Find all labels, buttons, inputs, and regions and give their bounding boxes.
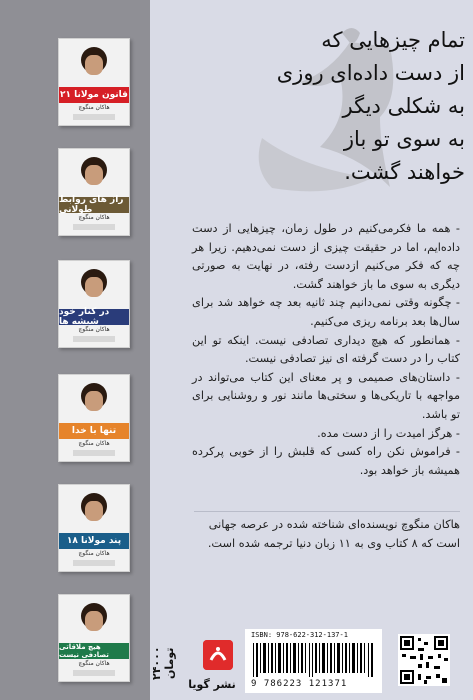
book-author: هاکان منگوچ bbox=[78, 214, 110, 221]
qr-code bbox=[398, 634, 450, 686]
quote bbox=[205, 24, 465, 189]
book-thumbnail bbox=[58, 374, 130, 462]
publisher-logo-icon bbox=[203, 640, 233, 670]
barcode-number: 9 786223 121371 bbox=[251, 679, 348, 689]
book-thumbnail bbox=[58, 594, 130, 682]
book-thumbnail bbox=[58, 38, 130, 126]
book-thumbnail bbox=[58, 148, 130, 236]
book-author: هاکان منگوچ bbox=[78, 440, 110, 447]
description-text bbox=[192, 220, 460, 480]
book-author: هاکان منگوچ bbox=[78, 660, 110, 667]
book-thumbnail bbox=[58, 260, 130, 348]
divider bbox=[194, 511, 460, 512]
book-title: راز های روابط طولانی bbox=[59, 197, 129, 213]
quote-line: به شکلی دیگر bbox=[342, 94, 465, 118]
book-thumbnail bbox=[58, 484, 130, 572]
quote-line: از دست داده‌ای روزی bbox=[276, 61, 465, 85]
paragraph: - همه ما فکرمی‌کنیم در طول زمان، چیزهایی از دست داده‌ایم، اما در حقیقت چیزی از دست نمی‌دهیم. زیرا هر چه که فکر می‌کنیم ازدست رفته، در نهایت به صورتی دیگری به سوی ما باز خواهند گشت. bbox=[192, 222, 460, 291]
book-title: هیچ ملاقاتی تصادفی نیست bbox=[59, 643, 129, 659]
publisher-name: نشر گویا bbox=[188, 678, 236, 691]
book-title: در کنار خود شیشه ها bbox=[59, 309, 129, 325]
book-title: تنها با خدا bbox=[59, 423, 129, 439]
quote-line: خواهند گشت. bbox=[344, 160, 465, 184]
book-author: هاکان منگوچ bbox=[78, 550, 110, 557]
book-author: هاکان منگوچ bbox=[78, 326, 110, 333]
isbn-barcode bbox=[245, 629, 382, 693]
price: ۲۴۰۰۰ تومان bbox=[150, 646, 176, 680]
barcode-icon bbox=[251, 643, 377, 677]
paragraph: - همانطور که هیچ دیداری تصادفی نیست. اینکه تو این کتاب را در دست گرفته ای نیز تصادفی نیست. bbox=[192, 333, 460, 366]
author-bio: هاکان منگوچ نویسنده‌ای شناخته شده در عرصه جهانی است که ۸ کتاب وی به ۱۱ زبان دنیا ترجمه شده است. bbox=[207, 518, 460, 550]
isbn-label: ISBN: 978-622-312-137-1 bbox=[251, 631, 348, 639]
paragraph: - فراموش نکن راه کسی که قلبش را از خوبی پرکرده همیشه باز خواهد بود. bbox=[192, 445, 460, 477]
paragraph: - هرگز امیدت را از دست مده. bbox=[317, 426, 460, 440]
quote-line: تمام چیزهایی که bbox=[321, 28, 465, 52]
description-panel bbox=[150, 0, 473, 700]
quote-line: به سوی تو باز bbox=[343, 127, 465, 151]
book-series-strip bbox=[0, 0, 150, 700]
publisher-logo bbox=[203, 640, 233, 670]
paragraph: - داستان‌های صمیمی و پر معنای این کتاب می‌تواند در مواجهه با تاریکی‌ها و سختی‌ها مانند نور و روشنایی برای تو باشد. bbox=[192, 370, 460, 421]
qr-code-icon bbox=[398, 634, 450, 686]
paragraph: - چگونه وقتی نمی‌دانیم چند ثانیه بعد چه خواهد شد برای سال‌ها بعد برنامه ریزی می‌کنیم. bbox=[192, 296, 460, 328]
book-author: هاکان منگوچ bbox=[78, 104, 110, 111]
book-title: ۲۱ قانون مولانا bbox=[59, 87, 129, 103]
book-title: ۱۸ پند مولانا bbox=[59, 533, 129, 549]
